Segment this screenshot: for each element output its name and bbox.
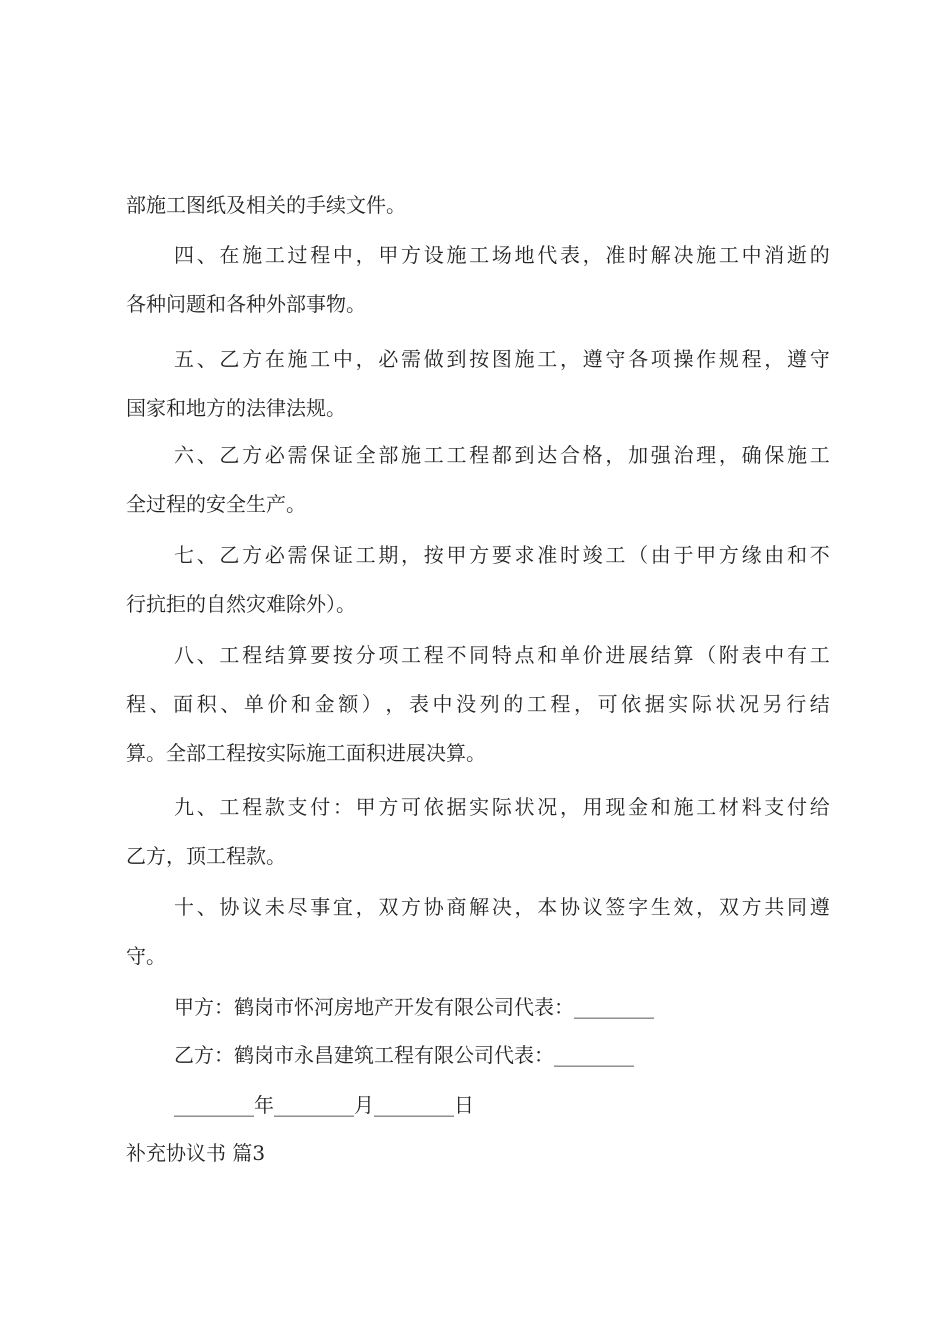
paragraph-line: 八 、 工 程 结 算 要 按 分 项 工 程 不 同 特 点 和 单 价 进 展 结 算 （ 附 表 中 有 工	[174, 643, 830, 667]
paragraph-line: 六 、 乙 方 必 需 保 证 全 部 施 工 工 程 都 到 达 合 格 ， 加 强 治 理 ， 确 保 施 工	[174, 443, 830, 467]
paragraph-line: 守。	[126, 944, 166, 968]
signature-party-a: 甲方：鹤岗市怀河房地产开发有限公司代表：________	[174, 995, 654, 1019]
paragraph-line: 九 、 工 程 款 支 付 ： 甲 方 可 依 据 实 际 状 况 ， 用 现 金 和 施 工 材 料 支 付 给	[174, 795, 830, 819]
paragraph-line: 各种问题和各种外部事物。	[126, 292, 366, 316]
paragraph-line: 七 、 乙 方 必 需 保 证 工 期 ， 按 甲 方 要 求 准 时 竣 工 （ 由 于 甲 方 缘 由 和 不	[174, 543, 830, 567]
paragraph-line: 行抗拒的自然灾难除外）。	[126, 592, 356, 616]
paragraph-line: 程 、 面 积 、 单 价 和 金 额 ） ， 表 中 没 列 的 工 程 ， 可 依 据 实 际 状 况 另 行 结	[126, 692, 830, 716]
paragraph-line: 全过程的安全生产。	[126, 492, 306, 516]
section-heading: 补充协议书 篇3	[126, 1141, 266, 1165]
paragraph-line: 国家和地方的法律法规。	[126, 396, 346, 420]
signature-party-b: 乙方：鹤岗市永昌建筑工程有限公司代表：________	[174, 1043, 634, 1067]
paragraph-line: 部施工图纸及相关的手续文件。	[126, 193, 406, 217]
paragraph-line: 乙方，顶工程款。	[126, 844, 286, 868]
paragraph-line: 算。全部工程按实际施工面积进展决算。	[126, 741, 486, 765]
paragraph-line: 四 、 在 施 工 过 程 中 ， 甲 方 设 施 工 场 地 代 表 ， 准 时 解 决 施 工 中 消 逝 的	[174, 243, 830, 267]
paragraph-line: 五 、 乙 方 在 施 工 中 ， 必 需 做 到 按 图 施 工 ， 遵 守 各 项 操 作 规 程 ， 遵 守	[174, 347, 830, 371]
paragraph-line: 十 、 协 议 未 尽 事 宜 ， 双 方 协 商 解 决 ， 本 协 议 签 字 生 效 ， 双 方 共 同 遵	[174, 895, 830, 919]
signature-date: ________年________月________日	[174, 1093, 474, 1117]
